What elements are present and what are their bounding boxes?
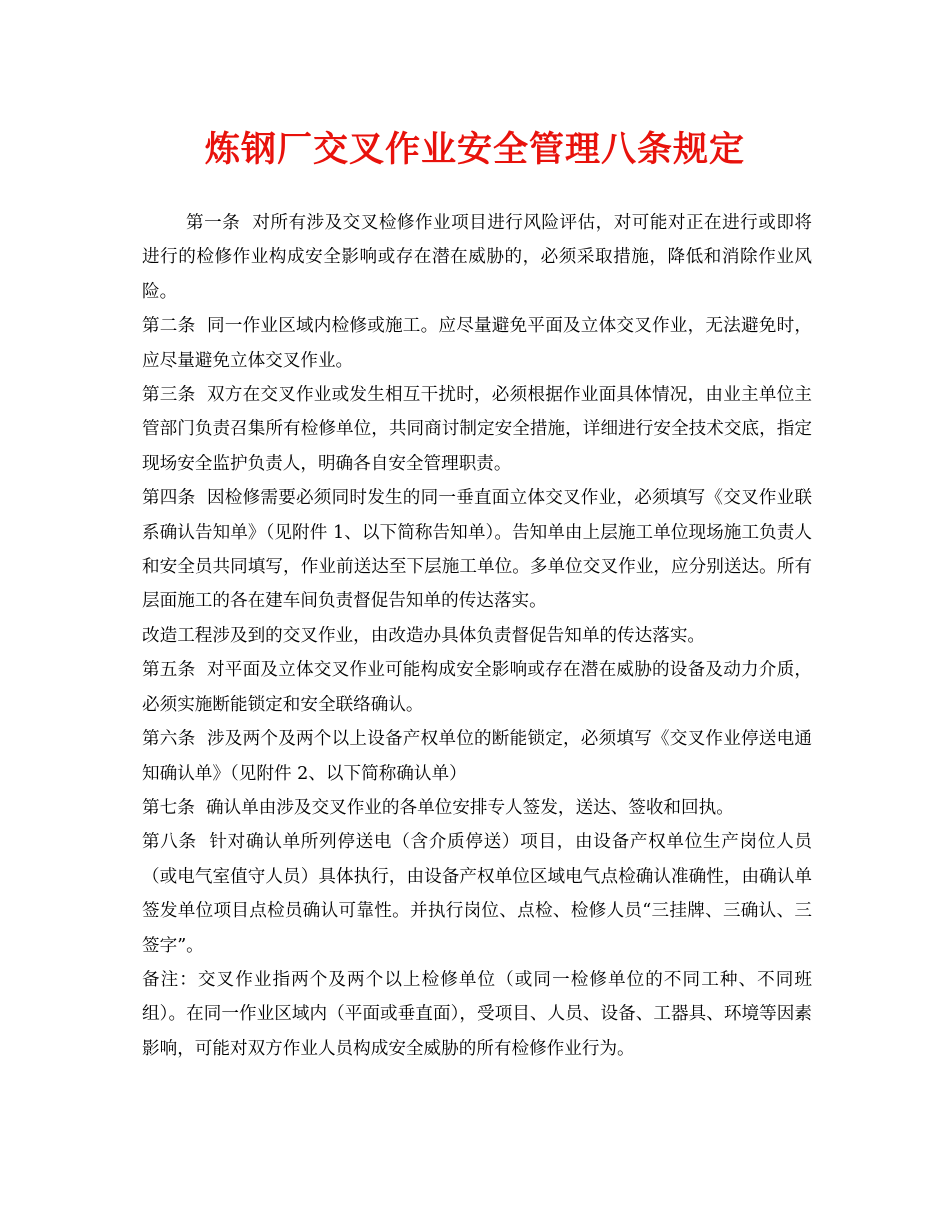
article-8: 第八条 针对确认单所列停送电（含介质停送）项目，由设备产权单位生产岗位人员（或电气室值守人员）具体执行，由设备产权单位区域电气点检确认准确性，由确认单签发单位项目点检员确认可靠性。并执行岗位、点检、检修人员“三挂牌、三确认、三签字”。 bbox=[142, 832, 812, 956]
remark-note: 备注：交叉作业指两个及两个以上检修单位（或同一检修单位的不同工种、不同班组）。在同一作业区域内（平面或垂直面），受项目、人员、设备、工器具、环境等因素影响，可能对双方作业人员构成安全威胁的所有检修作业行为。 bbox=[142, 969, 812, 1059]
article-6: 第六条 涉及两个及两个以上设备产权单位的断能锁定，必须填写《交叉作业停送电通知确认单》（见附件 2、以下简称确认单） bbox=[142, 729, 812, 784]
article-3: 第三条 双方在交叉作业或发生相互干扰时，必须根据作业面具体情况，由业主单位主管部门负责召集所有检修单位，共同商讨制定安全措施，详细进行安全技术交底，指定现场安全监护负责人，明确各自安全管理职责。 bbox=[142, 385, 812, 474]
article-2: 第二条 同一作业区域内检修或施工。应尽量避免平面及立体交叉作业，无法避免时，应尽量避免立体交叉作业。 bbox=[142, 316, 812, 371]
document-title: 炼钢厂交叉作业安全管理八条规定 bbox=[204, 130, 745, 170]
article-4-supplement: 改造工程涉及到的交叉作业，由改造办具体负责督促告知单的传达落实。 bbox=[142, 625, 706, 646]
article-7: 第七条 确认单由涉及交叉作业的各单位安排专人签发，送达、签收和回执。 bbox=[142, 797, 734, 818]
article-1: 第一条 对所有涉及交叉检修作业项目进行风险评估，对可能对正在进行或即将进行的检修作业构成安全影响或存在潜在威胁的，必须采取措施，降低和消除作业风险。 bbox=[142, 213, 812, 302]
article-5: 第五条 对平面及立体交叉作业可能构成安全影响或存在潜在威胁的设备及动力介质，必须实施断能锁定和安全联络确认。 bbox=[142, 660, 812, 715]
article-4: 第四条 因检修需要必须同时发生的同一垂直面立体交叉作业，必须填写《交叉作业联系确认告知单》（见附件 1、以下简称告知单）。告知单由上层施工单位现场施工负责人和安全员共同填写，作业前送达至下层施工单位。多单位交叉作业，应分别送达。所有层面施工的各在建车间负责督促告知单的传达落实。 bbox=[142, 488, 812, 612]
document-body bbox=[142, 206, 812, 1066]
